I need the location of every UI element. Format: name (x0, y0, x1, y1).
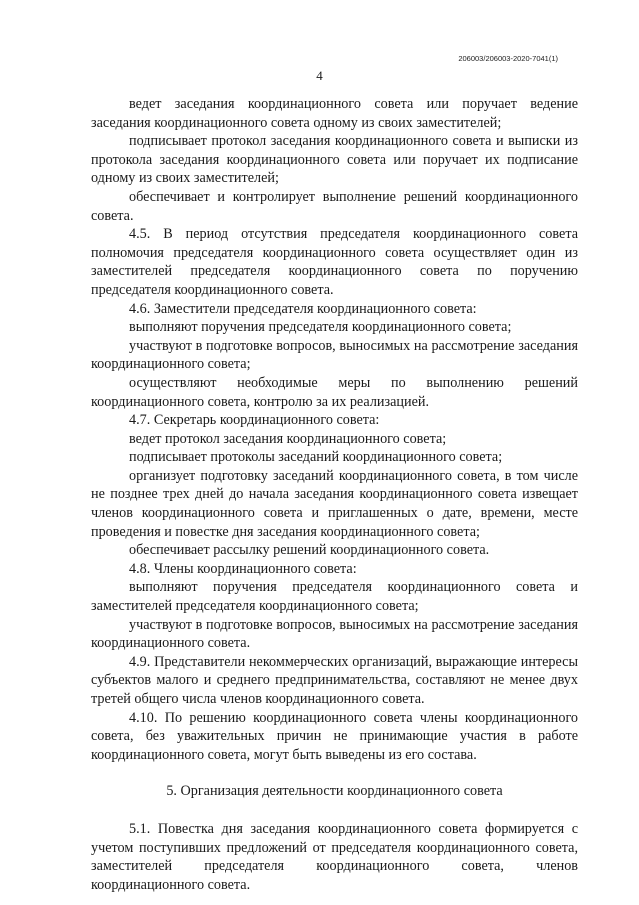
paragraph: обеспечивает и контролирует выполнение решений координационного совета. (91, 188, 578, 224)
paragraph: 4.8. Члены координационного совета: (129, 560, 357, 577)
paragraph: 4.7. Секретарь координационного совета: (129, 412, 380, 429)
paragraph: осуществляют необходимые меры по выполнению решений координационного совета, контролю за их реализацией. (91, 374, 578, 410)
paragraph: ведет протокол заседания координационного совета; (129, 430, 447, 447)
paragraph: выполняют поручения председателя координационного совета и заместителей председателя координационного совета; (91, 579, 578, 615)
paragraph: обеспечивает рассылку решений координационного совета. (129, 542, 490, 559)
paragraph: подписывает протоколы заседаний координационного совета; (129, 449, 503, 466)
paragraph: организует подготовку заседаний координационного совета, в том числе не позднее трех дней до начала заседания координационного совета извещает членов координационного совета и приглашенных о дате, времени, месте проведения и повестке дня заседания координационного совета; (91, 467, 578, 540)
paragraph: участвуют в подготовке вопросов, выносимых на рассмотрение заседания координационного совета. (91, 616, 578, 652)
page-number: 4 (316, 68, 323, 83)
paragraph: 4.9. Представители некоммерческих организаций, выражающие интересы субъектов малого и среднего предпринимательства, составляют не менее двух третей общего числа членов координационного совета. (91, 653, 578, 707)
paragraph: подписывает протокол заседания координационного совета и выписки из протокола заседания координационного совета или поручает их подписание одному из своих заместителей; (91, 133, 578, 187)
paragraph: 5.1. Повестка дня заседания координационного совета формируется с учетом поступивших предложений от председателя координационного совета, заместителей председателя координационного совета, членов координационного совета. (91, 820, 578, 893)
paragraph: 4.5. В период отсутствия председателя координационного совета полномочия председателя координационного совета осуществляет один из заместителей председателя координационного совета по поручению председателя координационного совета. (91, 226, 578, 298)
document-body (91, 95, 578, 894)
document-id: 206003/206003-2020-7041(1) (458, 54, 558, 63)
paragraph: участвуют в подготовке вопросов, выносимых на рассмотрение заседания координационного совета; (91, 337, 578, 373)
section-heading: 5. Организация деятельности координационного совета (166, 783, 503, 800)
paragraph: выполняют поручения председателя координационного совета; (129, 319, 512, 336)
paragraph: 4.10. По решению координационного совета члены координационного совета, без уважительных причин не принимающие участия в работе координационного совета, могут быть выведены из его состава. (91, 709, 578, 763)
paragraph: 4.6. Заместители председателя координационного совета: (129, 300, 477, 317)
paragraph: ведет заседания координационного совета или поручает ведение заседания координационного совета одному из своих заместителей; (91, 96, 578, 131)
